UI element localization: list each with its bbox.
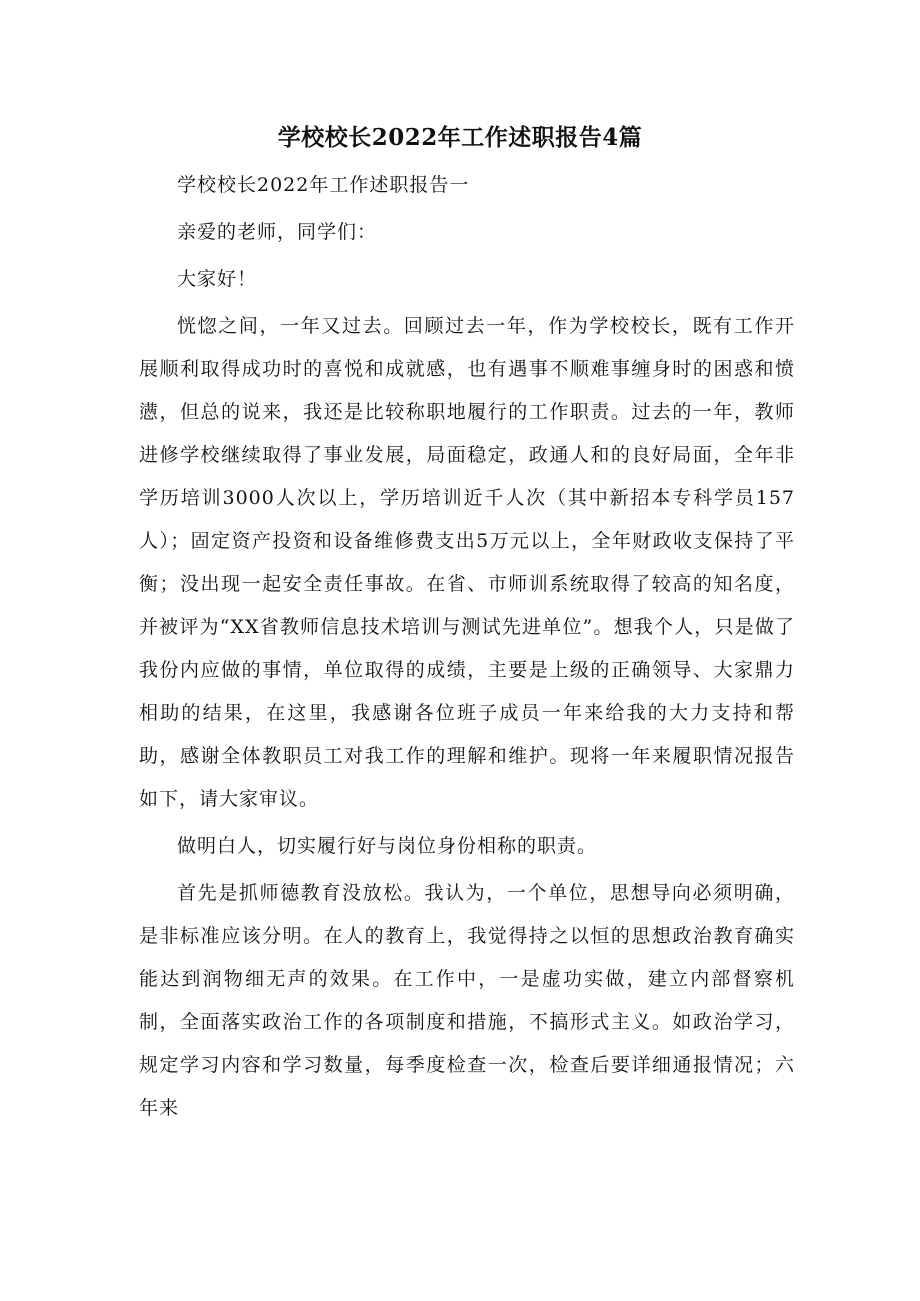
salutation: 亲爱的老师，同学们： [177,221,378,243]
document-title: 学校校长2022年工作述职报告4篇 [277,124,643,151]
report-subtitle: 学校校长2022年工作述职报告一 [177,174,470,196]
document-body [139,164,795,1130]
body-paragraph: 恍惚之间，一年又过去。回顾过去一年，作为学校校长，既有工作开展顺利取得成功时的喜悦和成就感，也有遇事不顺难事缠身时的困惑和愤懑，但总的说来，我还是比较称职地履行的工作职责。过去的一年，教师进修学校继续取得了事业发展，局面稳定，政通人和的良好局面，全年非学历培训3000人次以上，学历培训近千人次（其中新招本专科学员157人）；固定资产投资和设备维修费支出5万元以上，全年财政收支保持了平衡；没出现一起安全责任事故。在省、市师训系统取得了较高的知名度，并被评为“XX省教师信息技术培训与测试先进单位”。想我个人，只是做了我份内应做的事情，单位取得的成绩，主要是上级的正确领导、大家鼎力相助的结果，在这里，我感谢各位班子成员一年来给我的大力支持和帮助，感谢全体教职员工对我工作的理解和维护。现将一年来履职情况报告如下，请大家审议。 [139,315,795,810]
body-paragraph: 首先是抓师德教育没放松。我认为，一个单位，思想导向必须明确，是非标准应该分明。在人的教育上，我觉得持之以恒的思想政治教育确实能达到润物细无声的效果。在工作中，一是虚功实做，建立内部督察机制，全面落实政治工作的各项制度和措施，不搞形式主义。如政治学习，规定学习内容和学习数量，每季度检查一次，检查后要详细通报情况；六年来 [139,882,795,1119]
section-heading: 做明白人，切实履行好与岗位身份相称的职责。 [177,835,598,857]
greeting: 大家好！ [177,268,258,290]
